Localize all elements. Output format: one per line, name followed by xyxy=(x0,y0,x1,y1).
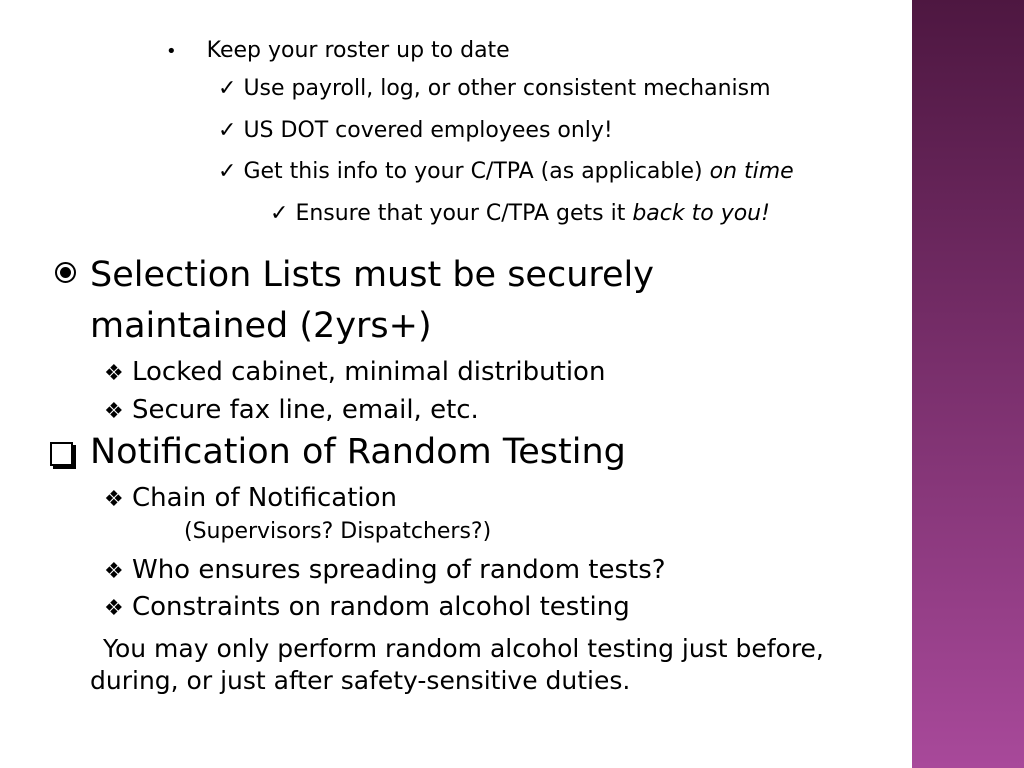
diamond-item-5 xyxy=(104,594,630,620)
check-mark-icon: ✓ xyxy=(218,159,237,184)
radio-target-icon xyxy=(55,262,76,283)
check-subitem-emphasis: back to you! xyxy=(632,201,770,226)
check-item-2 xyxy=(218,120,613,142)
diamond-bullet-icon: ❖ xyxy=(104,399,124,424)
diamond-bullet-icon: ❖ xyxy=(104,596,124,621)
dot-bullet-icon: • xyxy=(166,41,177,62)
check-mark-icon: ✓ xyxy=(218,118,237,143)
check-item-1 xyxy=(218,78,771,100)
section1-line xyxy=(166,40,510,62)
decorative-side-band xyxy=(912,0,1024,768)
check-item-3-emphasis: on time xyxy=(709,159,794,184)
check-subitem-text: Ensure that your C/TPA gets it xyxy=(295,201,633,226)
diamond-bullet-icon: ❖ xyxy=(104,487,124,512)
section3-title: Notification of Random Testing xyxy=(90,432,626,472)
check-item-3-text: Get this info to your C/TPA (as applicable) xyxy=(243,159,710,184)
check-subitem xyxy=(270,203,770,225)
check-mark-icon: ✓ xyxy=(270,201,289,226)
check-item-3 xyxy=(218,161,794,183)
check-item-1-text: Use payroll, log, or other consistent mechanism xyxy=(243,76,771,101)
notification-chain-note: (Supervisors? Dispatchers?) xyxy=(184,519,492,544)
diamond-bullet-icon: ❖ xyxy=(104,361,124,386)
diamond-item-5-text: Constraints on random alcohol testing xyxy=(132,592,630,622)
section2-title-line2: maintained (2yrs+) xyxy=(90,306,432,346)
alcohol-testing-note-line2: during, or just after safety-sensitive duties. xyxy=(90,666,631,695)
section2-title-line1: Selection Lists must be securely xyxy=(90,255,654,295)
diamond-item-4 xyxy=(104,557,666,583)
diamond-item-2 xyxy=(104,397,479,423)
check-mark-icon: ✓ xyxy=(218,76,237,101)
diamond-item-4-text: Who ensures spreading of random tests? xyxy=(132,555,666,585)
diamond-bullet-icon: ❖ xyxy=(104,559,124,584)
checkbox-icon xyxy=(50,442,73,466)
diamond-item-1-text: Locked cabinet, minimal distribution xyxy=(132,357,606,387)
diamond-item-3-text: Chain of Notification xyxy=(132,483,398,513)
diamond-item-2-text: Secure fax line, email, etc. xyxy=(132,395,479,425)
check-item-2-text: US DOT covered employees only! xyxy=(243,118,613,143)
section1-title: Keep your roster up to date xyxy=(206,38,510,63)
diamond-item-3 xyxy=(104,485,397,511)
alcohol-testing-note-line1: You may only perform random alcohol testing just before, xyxy=(103,634,824,663)
diamond-item-1 xyxy=(104,359,605,385)
